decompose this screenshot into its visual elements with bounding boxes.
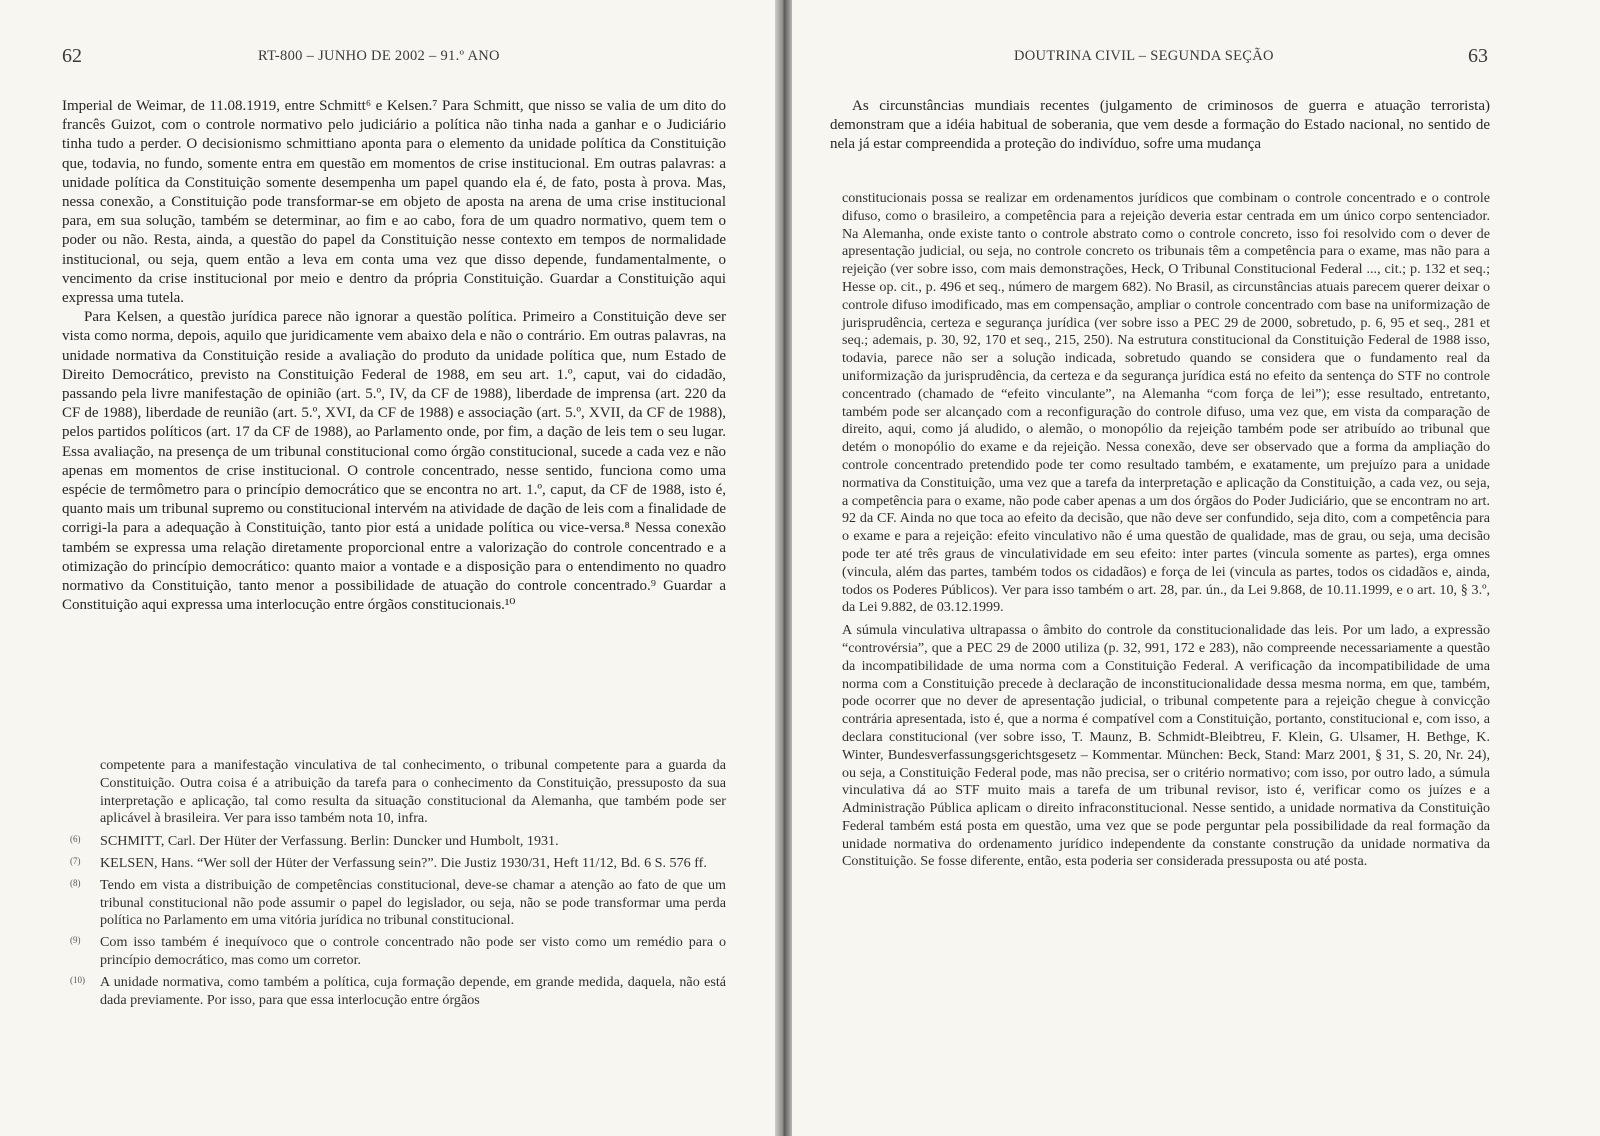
footnote-text: Tendo em vista a distribuição de competências constitucional, deve-se chamar a atenção ao fato de que um tribunal constitucional não pode assumir o papel do legislador, ou seja, não se pode transformar uma perda política no Parlamento em uma vitória jurídica no tribunal constitucional. (100, 876, 726, 929)
footnote-number: (6) (70, 834, 81, 845)
right-body-text (830, 97, 1490, 155)
footnote (70, 854, 726, 873)
footnote (70, 833, 726, 851)
footnote-continuation: constitucionais possa se realizar em ordenamentos jurídicos que combinam o controle concentrado e o controle difuso, como o brasileiro, a competência para a rejeição deveria estar centrada em um único corpo sentenciador. Na Alemanha, onde existe tanto o controle abstrato como o controle concreto, isso foi resolvido com o dever de apresentação judicial, ou seja, no controle concreto os tribunais têm a competência para o exame, mas não para a rejeição (ver sobre isso, com mais demonstrações, Heck, O Tribunal Constitucional Federal ..., cit.; p. 132 et seq.; Hesse op. cit., p. 496 et seq., número de margem 682). No Brasil, as circunstâncias atuais parecem querer deixar o controle difuso imodificado, mas em compensação, ampliar o controle concentrado com base na uniformização de jurisprudência, certeza e segurança jurídica (ver sobre isso a PEC 29 de 2000, sobretudo, p. 6, 95 et seq., 281 et seq.; ademais, p. 30, 92, 170 et seq., 215, 250). Na estrutura constitucional da Constituição Federal de 1988 isso, todavia, parece não ser a solução indicada, sobretudo quando se considera que o fundamento real da uniformização da jurisprudência, da certeza e da segurança jurídica está no efeito da sentença do STF no controle concentrado (chamado de “efeito vinculante”, na Alemanha “com força de lei”); esse resultado, entretanto, também pode ser alcançado com a reconfiguração do controle difuso, uma vez que, em vista da comparação de direito, aqui, como já aludido, o alemão, o monopólio da rejeição também pode ser atribuído ao tribunal que detém o monopólio do exame e da rejeição. Nessa conexão, deve ser observado que a forma da ampliação do controle concentrado pretendido pode ter como resultado também, e exatamente, um prejuízo para a unidade normativa da Constituição, uma vez que a tarefa da interpretação e aplicação da Constituição, a cada vez, ou seja, a competência para o exame, não pode caber apenas a um dos órgãos do Poder Judiciário, que se encontram no art. 92 da CF. Ainda no que toca ao efeito da decisão, que não deve ser confundido, seja dito, com a competência para o exame e para a rejeição: efeito vinculativo não é uma questão de qualidade, mas de grau, ou seja, uma decisão pode ter até três graus de vinculatividade em seu efeito: inter partes (vincula somente as partes), erga omnes (vincula, além das partes, também todos os cidadãos) e força de lei (vincula as partes, todos os cidadãos e, ainda, todos os Poderes Públicos). Ver para isso também o art. 28, par. ún., da Lei 9.868, de 10.11.1999, e o art. 10, § 3.º, da Lei 9.882, de 03.12.1999. (842, 190, 1490, 616)
book-gutter (775, 0, 792, 1136)
body-paragraph: As circunstâncias mundiais recentes (julgamento de criminosos de guerra e atuação terrorista) demonstram que a idéia habitual de soberania, que vem desde a formação do Estado nacional, no sentido de nela já estar compreendida a proteção do indivíduo, sofre uma mudança (830, 98, 1490, 153)
footnote-text: SCHMITT, Carl. Der Hüter der Verfassung. Berlin: Duncker und Humbolt, 1931. (100, 833, 559, 850)
footnote-number: (10) (70, 974, 85, 985)
page-number-right: 63 (1468, 45, 1488, 67)
body-paragraph: Para Kelsen, a questão jurídica parece não ignorar a questão política. Primeiro a Constituição deve ser vista como norma, depois, aquilo que juridicamente vem abaixo dela e não o contrário. Em outras palavras, na unidade normativa da Constituição reside a avaliação do produto da unidade política que, num Estado de Direito Democrático, previsto na Constituição Federal de 1988, em seu art. 1.º, caput, vai do cidadão, passando pela livre manifestação de opinião (art. 5.º, IV, da CF de 1988), liberdade de imprensa (art. 220 da CF de 1988), liberdade de reunião (art. 5.º, XVI, da CF de 1988) e associação (art. 5.º, XVII, da CF de 1988), pelos partidos políticos (art. 17 da CF de 1988), ao Parlamento onde, por fim, a dação de leis tem o seu lugar. Essa avaliação, na presença de um tribunal constitucional como órgão constitucional, sucede a cada vez e não apenas em momentos de crise institucional. O controle concentrado, nesse sentido, funciona como uma espécie de termômetro para o princípio democrático que se encontra no art. 1.º, caput, da CF de 1988, isto é, quanto mais um tribunal supremo ou constitucional intervém na atividade de dação de leis com a finalidade de corrigi-la para a adequação à Constituição, tanto pior está a unidade política ou vice-versa.⁸ Nessa conexão também se expressa uma relação diretamente proporcional entre a valorização do controle concentrado e a otimização do princípio democrático: quanto maior a vontade e a disposição para o entendimento no quadro normativo da Constituição, tanto menor a possibilidade de atuação do controle concentrado.⁹ Guardar a Constituição aqui expressa uma interlocução entre órgãos constitucionais.¹⁰ (62, 309, 726, 614)
footnote (70, 973, 726, 1010)
footnote-number: (9) (70, 935, 81, 946)
right-footnotes (842, 190, 1490, 876)
running-head-left: RT-800 – JUNHO DE 2002 – 91.º ANO (258, 48, 500, 64)
footnote-number: (8) (70, 877, 81, 888)
footnote-continuation: competente para a manifestação vinculativa de tal conhecimento, o tribunal competente para a guarda da Constituição. Outra coisa é a atribuição da tarefa para o conhecimento da Constituição, pressuposto da sua interpretação e aplicação, tal como resulta da situação constitucional da Alemanha, que também pode ser aplicável à brasileira. Ver para isso também nota 10, infra. (100, 757, 726, 827)
right-page (792, 0, 1600, 1136)
footnote-paragraph: A súmula vinculativa ultrapassa o âmbito do controle da constitucionalidade das leis. Por um lado, a expressão “controvérsia”, que a PEC 29 de 2000 utiliza (p. 32, 991, 172 e 283), não compreende necessariamente a questão da incompatibilidade de uma norma com a Constituição Federal. A verificação da incompatibilidade de uma norma com a Constituição precede à declaração de inconstitucionalidade dessa mesma norma, em que, também, pode ocorrer que no dever de apresentação judicial, o tribunal competente para a rejeição chegue à convicção contrária apresentada, isto é, que a norma é compatível com a Constituição, portanto, constitucional e, com isso, a declara constitucional (ver sobre isso, T. Maunz, B. Schmidt-Bleibtreu, F. Klein, G. Ulsamer, H. Bethge, K. Winter, Bundesverfassungsgerichtsgesetz – Kommentar. München: Beck, Stand: Marz 2001, § 31, S. 20, Nr. 24), ou seja, a Constituição Federal pode, mas não precisa, ser o critério normativo; com isso, por outro lado, a súmula vinculativa dá ao STF muito mais a tarefa de um tribunal revisor, isto é, verificar como os juízes e a Administração Pública aplicam o direito infraconstitucional. Nesse sentido, a unidade normativa da Constituição Federal também está posta em questão, uma vez que se pode perguntar pela possibilidade da real formação da unidade normativa do ordenamento jurídico independente da constante construção da unidade normativa da Constituição. Se fosse diferente, então, esta poderia ser considerada pressuposta ou até posta. (842, 622, 1490, 870)
running-head-right: DOUTRINA CIVIL – SEGUNDA SEÇÃO (1014, 48, 1274, 64)
page-number-left: 62 (62, 45, 82, 67)
footnote (70, 934, 726, 970)
footnote-text: Com isso também é inequívoco que o controle concentrado não pode ser visto como um remédio para o princípio democrático, mas como um corretor. (100, 934, 726, 968)
footnote-text: KELSEN, Hans. “Wer soll der Hüter der Verfassung sein?”. Die Justiz 1930/31, Heft 11/12, Bd. 6 S. 576 ff. (100, 854, 707, 871)
left-page (0, 0, 775, 1136)
left-footnotes (70, 757, 726, 1013)
body-paragraph: Imperial de Weimar, de 11.08.1919, entre Schmitt⁶ e Kelsen.⁷ Para Schmitt, que nisso se valia de um dito do francês Guizot, com o controle normativo pelo judiciário a política não tinha nada a ganhar e o Judiciário tinha tudo a perder. O decisionismo schmittiano aponta para o elemento da unidade política da Constituição que, todavia, no fundo, somente entra em questão em momentos de crise institucional. Em outras palavras: a unidade política da Constituição somente desempenha um papel quando ela é, de fato, posta à prova. Mas, nessa conexão, a Constituição pode transformar-se em objeto de aposta na arena de uma crise institucional para, em sua solução, também se determinar, ao fim e ao cabo, fora de um quadro normativo, quem tem o poder ou não. Resta, ainda, a questão do papel da Constituição nesse contexto em tempos de normalidade institucional, ou seja, quem então a leva em conta uma vez que disso depende, fundamentalmente, o vencimento da crise institucional por meio e dentro da própria Constituição. Guardar a Constituição aqui expressa uma tutela. (62, 98, 726, 307)
left-body-text (62, 97, 726, 615)
footnote-number: (7) (70, 855, 81, 866)
footnote-text: A unidade normativa, como também a política, cuja formação depende, em grande medida, daquela, não está dada previamente. Por isso, para que essa interlocução entre órgãos (100, 973, 726, 1008)
footnote (70, 876, 726, 930)
